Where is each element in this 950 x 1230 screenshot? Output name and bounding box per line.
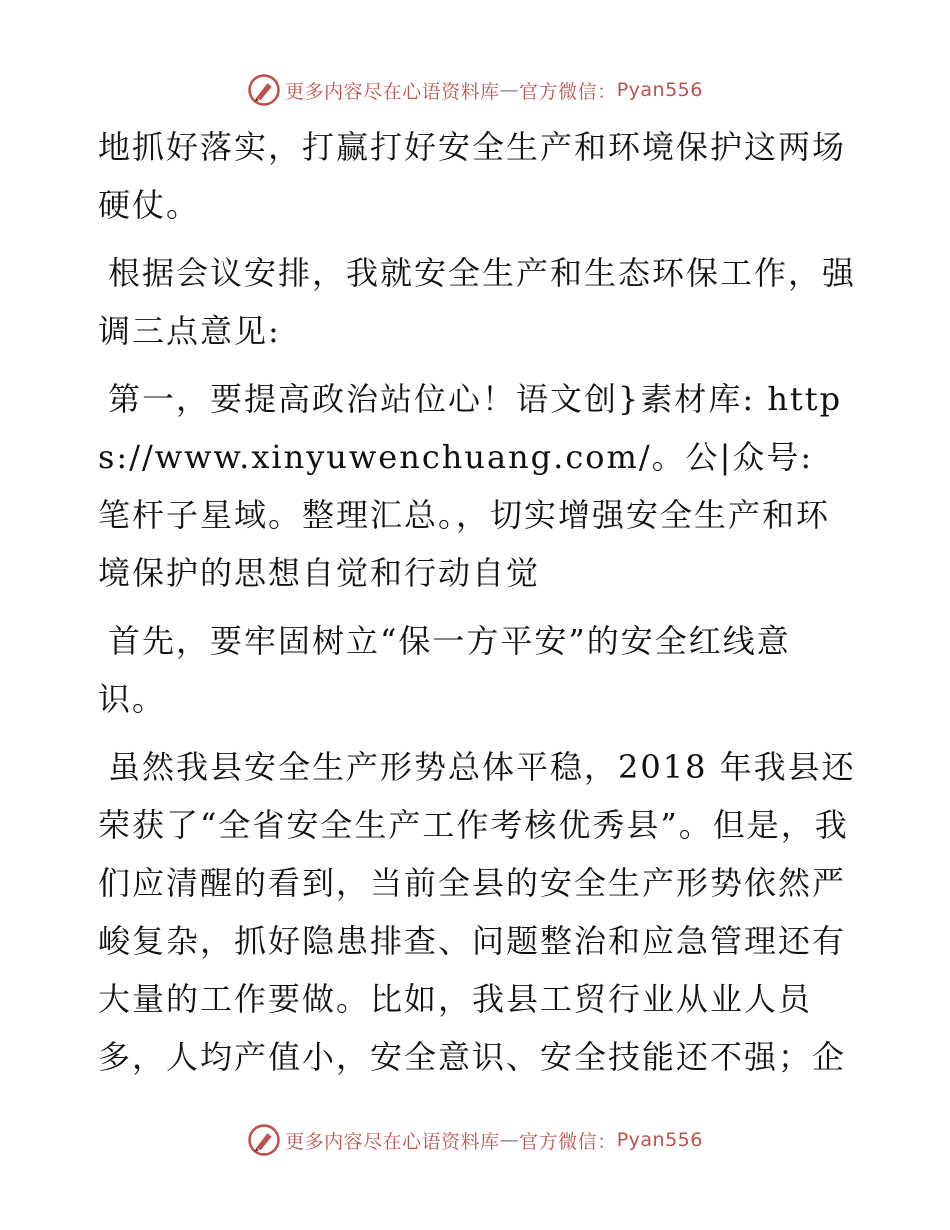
paragraph-3: 第一，要提高政治站位心！语文创}素材库: https://www.xinyuwenchuang.com/。公|众号: 笔杆子星域。整理汇总。，切实增强安全生产和环境保护的思想自觉和行动自觉 — [98, 380, 843, 592]
watermark-label: 官方微信： — [519, 1130, 617, 1153]
watermark-site: 更多内容尽在心语资料库 — [285, 80, 500, 103]
pen-logo-icon — [247, 1123, 281, 1157]
document-body — [98, 118, 858, 1096]
page-header-watermark — [0, 72, 950, 108]
watermark-label: 官方微信： — [519, 80, 617, 103]
paragraph-4: 首先，要牢固树立“保一方平安”的安全红线意识。 — [98, 622, 791, 718]
watermark-site: 更多内容尽在心语资料库 — [285, 1130, 500, 1153]
pen-logo-icon — [247, 73, 281, 107]
paragraph-1: 地抓好落实，打赢打好安全生产和环境保护这两场硬仗。 — [98, 128, 847, 224]
watermark-separator: — — [499, 79, 520, 101]
watermark-account: Pyan556 — [616, 79, 703, 101]
watermark-account: Pyan556 — [616, 1129, 703, 1151]
watermark-separator: — — [499, 1129, 520, 1151]
paragraph-5: 虽然我县安全生产形势总体平稳，2018 年我县还荣获了“全省安全生产工作考核优秀县”。但是，我们应清醒的看到，当前全县的安全生产形势依然严峻复杂，抓好隐患排查、问题整治和应急管理还有大量的工作要做。比如，我县工贸行业从业人员多，人均产值小，安全意识、安全技能还不强；企 — [98, 748, 856, 1076]
page-footer-watermark — [0, 1122, 950, 1158]
paragraph-2: 根据会议安排，我就安全生产和生态环保工作，强调三点意见: — [98, 254, 857, 350]
